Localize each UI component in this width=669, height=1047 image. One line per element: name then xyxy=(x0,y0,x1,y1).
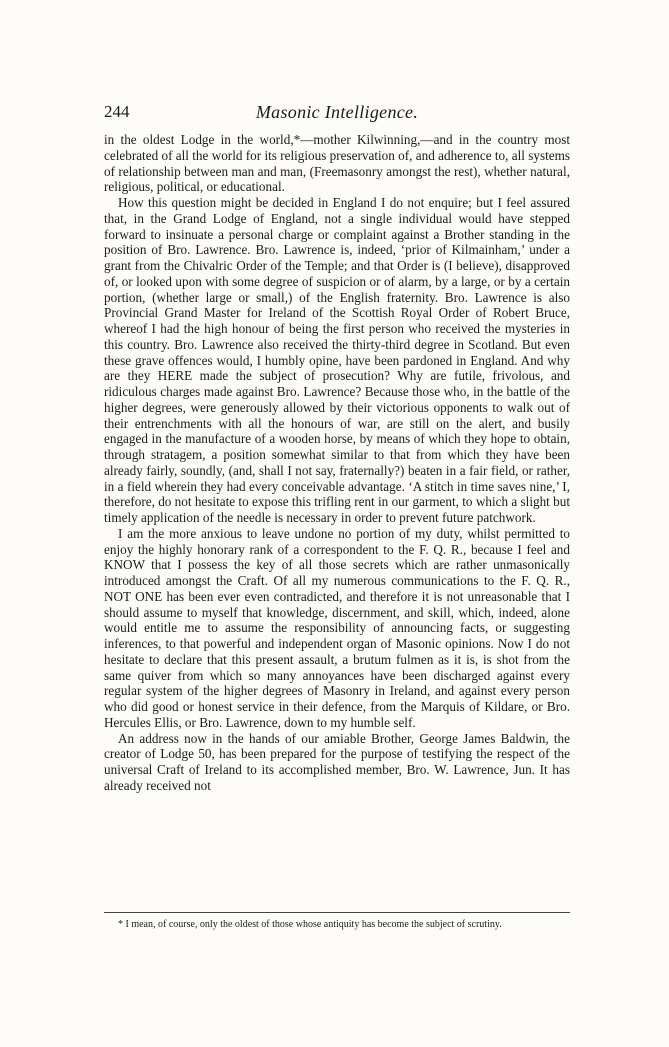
paragraph: in the oldest Lodge in the world,*—mother Kilwinning,—and in the country most celebrated of all the world for its religious preservation of, and adherence to, all systems of relationship between man and man, (Freemasonry amongst the rest), whether natural, religious, political, or educational. xyxy=(104,132,570,195)
page-number: 244 xyxy=(104,102,130,121)
running-title: Masonic Intelligence. xyxy=(255,102,419,122)
paragraph: An address now in the hands of our amiable Brother, George James Baldwin, the creator of Lodge 50, has been prepared for the purpose of testifying the respect of the universal Craft of Ireland to its accomplished member, Bro. W. Lawrence, Jun. It has already received not xyxy=(104,730,570,793)
footnote xyxy=(104,919,570,932)
body-text xyxy=(104,132,570,794)
page-header xyxy=(104,102,570,126)
paragraph: I am the more anxious to leave undone no portion of my duty, whilst permitted to enjoy the highly honorary rank of a correspondent to the F. Q. R., because I feel and KNOW that I possess the key of all those secrets which are rather unmasonically introduced amongst the Craft. Of all my numerous communications to the F. Q. R., NOT ONE has been ever even contradicted, and therefore it is not unreasonable that I should assume to myself that knowledge, discernment, and skill, which, indeed, alone would entitle me to assume the responsibility of announcing facts, or suggesting inferences, to that powerful and independent organ of Masonic opinions. Now I do not hesitate to declare that this present assault, a brutum fulmen as it is, is shot from the same quiver from which so many annoyances have been discharged against every regular system of the higher degrees of Masonry in Ireland, and against every person who did good or honest service in their defence, from the Marquis of Kildare, or Bro. Hercules Ellis, or Bro. Lawrence, down to my humble self. xyxy=(104,525,570,730)
footnote-divider xyxy=(104,912,570,913)
footnote-text: * I mean, of course, only the oldest of those whose antiquity has become the subject of scrutiny. xyxy=(118,919,502,930)
paragraph: How this question might be decided in England I do not enquire; but I feel assured that, in the Grand Lodge of England, not a single individual would have stepped forward to insinuate a personal charge or complaint against a Brother standing in the position of Bro. Lawrence. Bro. Lawrence is, indeed, ‘prior of Kilmainham,’ under a grant from the Chivalric Order of the Temple; and that Order is (I believe), disapproved of, or looked upon with some degree of suspicion or of alarm, by a large, or by a certain portion, (whether large or small,) of the English fraternity. Bro. Lawrence is also Provincial Grand Master for Ireland of the Scottish Royal Order of Robert Bruce, whereof I had the high honour of being the first person who received the mysteries in this country. Bro. Lawrence also received the thirty-third degree in Scotland. But even these grave offences would, I humbly opine, have been pardoned in England. And why are they HERE made the subject of prosecution? Why are futile, frivolous, and ridiculous charges made against Bro. Lawrence? Because those who, in the battle of the higher degrees, were generously allowed by their victorious opponents to walk out of their entrenchments with all the honours of war, are still on the alert, and busily engaged in the manufacture of a wooden horse, by means of which they hope to obtain, through stratagem, a position somewhat similar to that from which they have been already fairly, soundly, (and, shall I not say, fraternally?) beaten in a fair field, or rather, in a field wherein they had every conceivable advantage. ‘A stitch in time saves nine,’ I, therefore, do not hesitate to expose this trifling rent in our garment, to which a slight but timely application of the needle is necessary in order to prevent future patchwork. xyxy=(104,195,570,525)
